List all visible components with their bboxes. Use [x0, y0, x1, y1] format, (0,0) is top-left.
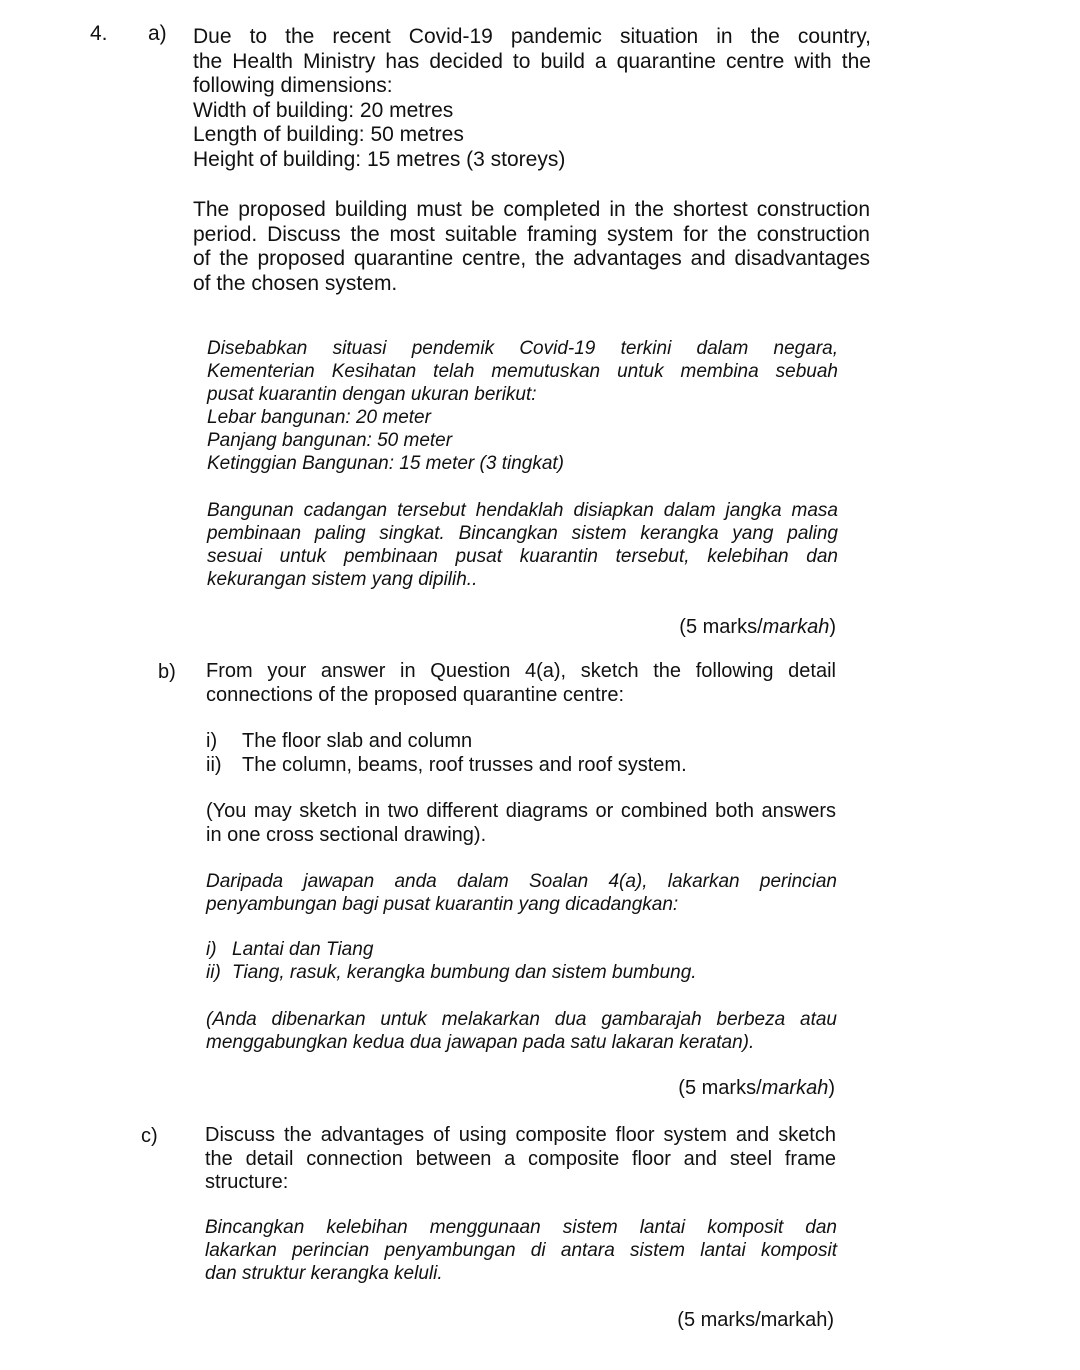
text-line: Kementerian Kesihatan telah memutuskan untuk membina sebuah — [207, 361, 838, 382]
part-b-marks — [678, 1077, 835, 1100]
text-line: structure: — [205, 1171, 289, 1193]
text-line: Ketinggian Bangunan: 15 meter (3 tingkat) — [207, 453, 565, 474]
list-item — [206, 961, 697, 984]
marks-ml: markah — [761, 1077, 829, 1099]
text-line: connections of the proposed quarantine centre: — [206, 683, 625, 706]
list-item-text: Lantai dan Tiang — [232, 939, 374, 960]
text-line: Bangunan cadangan tersebut hendaklah disiapkan dalam jangka masa — [207, 500, 838, 521]
question-number: 4. — [90, 22, 108, 45]
text-line: kekurangan sistem yang dipilih.. — [207, 569, 478, 590]
part-c-label: c) — [141, 1125, 158, 1147]
list-item — [206, 730, 687, 754]
text-line: pusat kuarantin dengan ukuran berikut: — [207, 384, 537, 405]
part-a-ml-intro — [207, 337, 838, 475]
part-a-marks — [679, 616, 836, 639]
text-line: lakarkan perincian penyambungan di antara sistem lantai komposit — [205, 1240, 837, 1261]
part-a-label: a) — [148, 22, 167, 45]
text-line: the detail connection between a composite floor and steel frame — [205, 1147, 836, 1170]
part-c-ml — [205, 1216, 837, 1285]
text-line: Daripada jawapan anda dalam Soalan 4(a), lakarkan perincian — [206, 871, 837, 892]
part-a-en-task — [193, 198, 870, 296]
part-a-ml-task — [207, 499, 838, 591]
text-line: From your answer in Question 4(a), sketch the following detail — [206, 660, 836, 682]
text-line: of the proposed quarantine centre, the advantages and disadvantages — [193, 247, 870, 270]
text-line: Discuss the advantages of using composite floor system and sketch — [205, 1124, 836, 1146]
list-item-text: The column, beams, roof trusses and roof system. — [242, 753, 687, 776]
text-line: Lebar bangunan: 20 meter — [207, 407, 431, 428]
text-line: The proposed building must be completed in the shortest construction — [193, 198, 870, 221]
part-b-label: b) — [158, 661, 176, 683]
text-line: Width of building: 20 metres — [193, 98, 454, 122]
text-line: Disebabkan situasi pendemik Covid-19 terkini dalam negara, — [207, 338, 838, 359]
text-line: penyambungan bagi pusat kuarantin yang dicadangkan: — [206, 894, 679, 915]
list-item — [206, 754, 687, 778]
part-b-en-intro — [206, 660, 836, 707]
text-line: Due to the recent Covid-19 pandemic situation in the country, — [193, 25, 871, 48]
text-line: dan struktur kerangka keluli. — [205, 1263, 443, 1284]
list-item — [206, 938, 697, 961]
text-line: (You may sketch in two different diagrams or combined both answers — [206, 800, 836, 822]
part-b-en-list — [206, 730, 687, 777]
part-b-en-note — [206, 800, 836, 847]
marks-close: ) — [829, 616, 836, 638]
text-line: Bincangkan kelebihan menggunaan sistem lantai komposit dan — [205, 1217, 837, 1238]
text-line: the Health Ministry has decided to build a quarantine centre with the — [193, 49, 871, 73]
part-b-ml-intro — [206, 870, 837, 916]
text-line: Height of building: 15 metres (3 storeys) — [193, 147, 566, 171]
text-line: menggabungkan kedua dua jawapan pada satu lakaran keratan). — [206, 1032, 755, 1053]
part-a-en-intro — [193, 25, 871, 172]
text-line: Panjang bangunan: 50 meter — [207, 430, 453, 451]
list-item-num: i) — [206, 730, 218, 752]
part-b-ml-note — [206, 1008, 837, 1054]
text-line: pembinaan paling singkat. Bincangkan sistem kerangka yang paling — [207, 523, 838, 544]
text-line: Length of building: 50 metres — [193, 123, 464, 146]
text-line: following dimensions: — [193, 74, 393, 97]
part-b-ml-list — [206, 938, 697, 984]
text-line: sesuai untuk pembinaan pusat kuarantin tersebut, kelebihan dan — [207, 546, 838, 567]
marks-en: (5 marks/ — [678, 1077, 762, 1099]
text-line: period. Discuss the most suitable framing system for the construction — [193, 222, 870, 246]
marks-close: ) — [828, 1077, 835, 1099]
list-item-num: ii) — [206, 962, 221, 983]
text-line: (Anda dibenarkan untuk melakarkan dua gambarajah berbeza atau — [206, 1009, 837, 1030]
marks-en: (5 marks/ — [679, 616, 763, 638]
part-c-marks: (5 marks/markah) — [677, 1309, 834, 1331]
text-line: in one cross sectional drawing). — [206, 823, 487, 846]
list-item-num: ii) — [206, 753, 222, 776]
text-line: of the chosen system. — [193, 271, 398, 295]
list-item-text: The floor slab and column — [242, 730, 473, 752]
list-item-num: i) — [206, 939, 217, 960]
part-c-en — [205, 1124, 836, 1195]
marks-ml: markah — [762, 616, 830, 638]
list-item-text: Tiang, rasuk, kerangka bumbung dan sistem bumbung. — [232, 962, 697, 983]
